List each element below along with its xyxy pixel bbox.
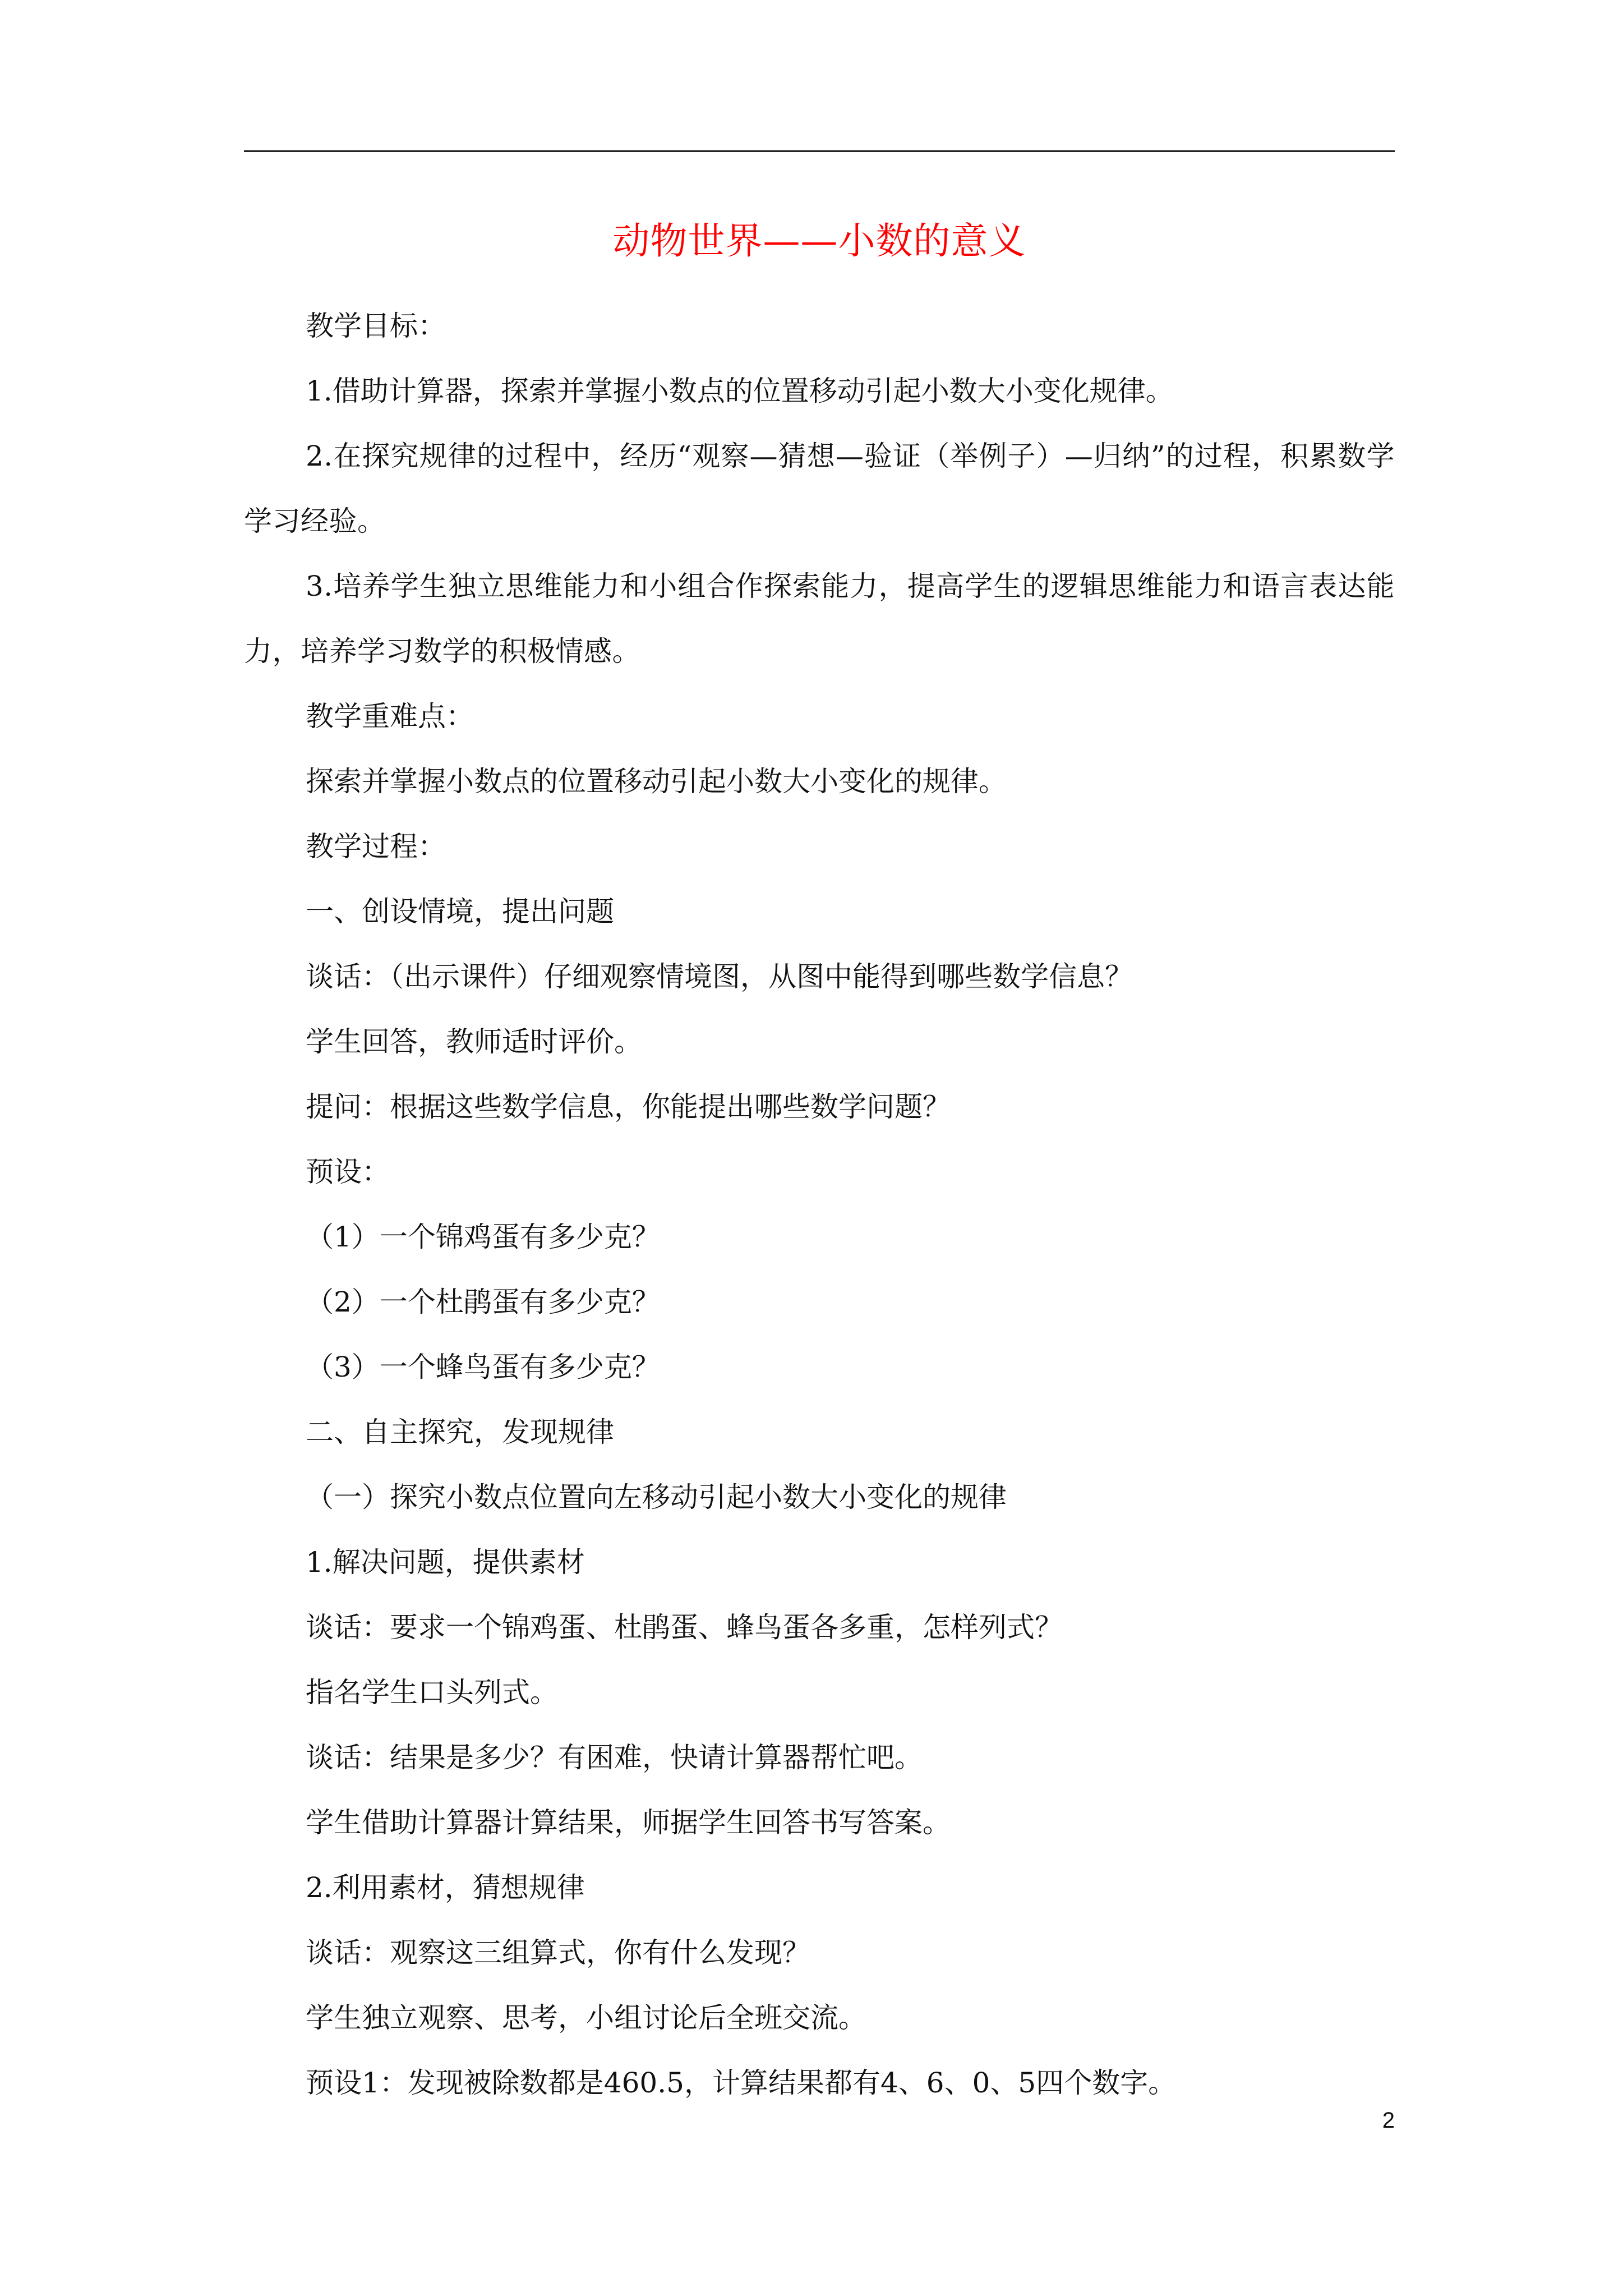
list-item: （2）一个杜鹃蛋有多少克？ bbox=[306, 1286, 660, 1318]
paragraph-section-1: 一、创设情境，提出问题 bbox=[306, 895, 614, 928]
paragraph-preset: 预设： bbox=[306, 1156, 390, 1188]
paragraph-oral-formula: 指名学生口头列式。 bbox=[306, 1676, 558, 1709]
paragraph-objectives-heading: 教学目标： bbox=[306, 310, 446, 342]
paragraph-objective-2: 2.在探究规律的过程中，经历“观察—猜想—验证（举例子）—归纳”的过程，积累数学学习经验。 bbox=[244, 440, 1395, 537]
paragraph-objective-1: 1.借助计算器，探索并掌握小数点的位置移动引起小数大小变化规律。 bbox=[306, 375, 1174, 407]
paragraph-step-2: 2.利用素材，猜想规律 bbox=[306, 1871, 585, 1904]
paragraph-key-points: 探索并掌握小数点的位置移动引起小数大小变化的规律。 bbox=[306, 765, 1007, 798]
header-rule bbox=[244, 150, 1395, 152]
paragraph-dialogue-4: 谈话：观察这三组算式，你有什么发现？ bbox=[306, 1936, 810, 1969]
paragraph-student-answer: 学生回答，教师适时评价。 bbox=[306, 1025, 642, 1058]
list-item: （1）一个锦鸡蛋有多少克？ bbox=[306, 1221, 660, 1253]
paragraph-preset-1: 预设1：发现被除数都是460.5，计算结果都有4、6、0、5四个数字。 bbox=[306, 2067, 1177, 2099]
paragraph-step-1: 1.解决问题，提供素材 bbox=[306, 1546, 585, 1579]
paragraph-calculator: 学生借助计算器计算结果，师据学生回答书写答案。 bbox=[306, 1806, 951, 1839]
paragraph-dialogue-3: 谈话：结果是多少？有困难，快请计算器帮忙吧。 bbox=[306, 1741, 923, 1774]
paragraph-objective-3: 3.培养学生独立思维能力和小组合作探索能力，提高学生的逻辑思维能力和语言表达能力，培养学习数学的积极情感。 bbox=[244, 570, 1395, 668]
paragraph-section-2: 二、自主探究，发现规律 bbox=[306, 1416, 614, 1448]
paragraph-process-heading: 教学过程： bbox=[306, 830, 446, 863]
paragraph-dialogue-1: 谈话：（出示课件）仔细观察情境图，从图中能得到哪些数学信息？ bbox=[306, 960, 1133, 993]
paragraph-question: 提问：根据这些数学信息，你能提出哪些数学问题？ bbox=[306, 1091, 951, 1123]
list-item: （3）一个蜂鸟蛋有多少克？ bbox=[306, 1351, 660, 1383]
document-body bbox=[244, 293, 1395, 2115]
paragraph-subsection-1: （一）探究小数点位置向左移动引起小数大小变化的规律 bbox=[306, 1481, 1007, 1513]
page-number: 2 bbox=[1382, 2108, 1395, 2133]
paragraph-key-points-heading: 教学重难点： bbox=[306, 700, 474, 733]
paragraph-discussion: 学生独立观察、思考，小组讨论后全班交流。 bbox=[306, 2001, 866, 2034]
document-title: 动物世界——小数的意义 bbox=[612, 219, 1026, 263]
paragraph-dialogue-2: 谈话：要求一个锦鸡蛋、杜鹃蛋、蜂鸟蛋各多重，怎样列式？ bbox=[306, 1611, 1063, 1644]
